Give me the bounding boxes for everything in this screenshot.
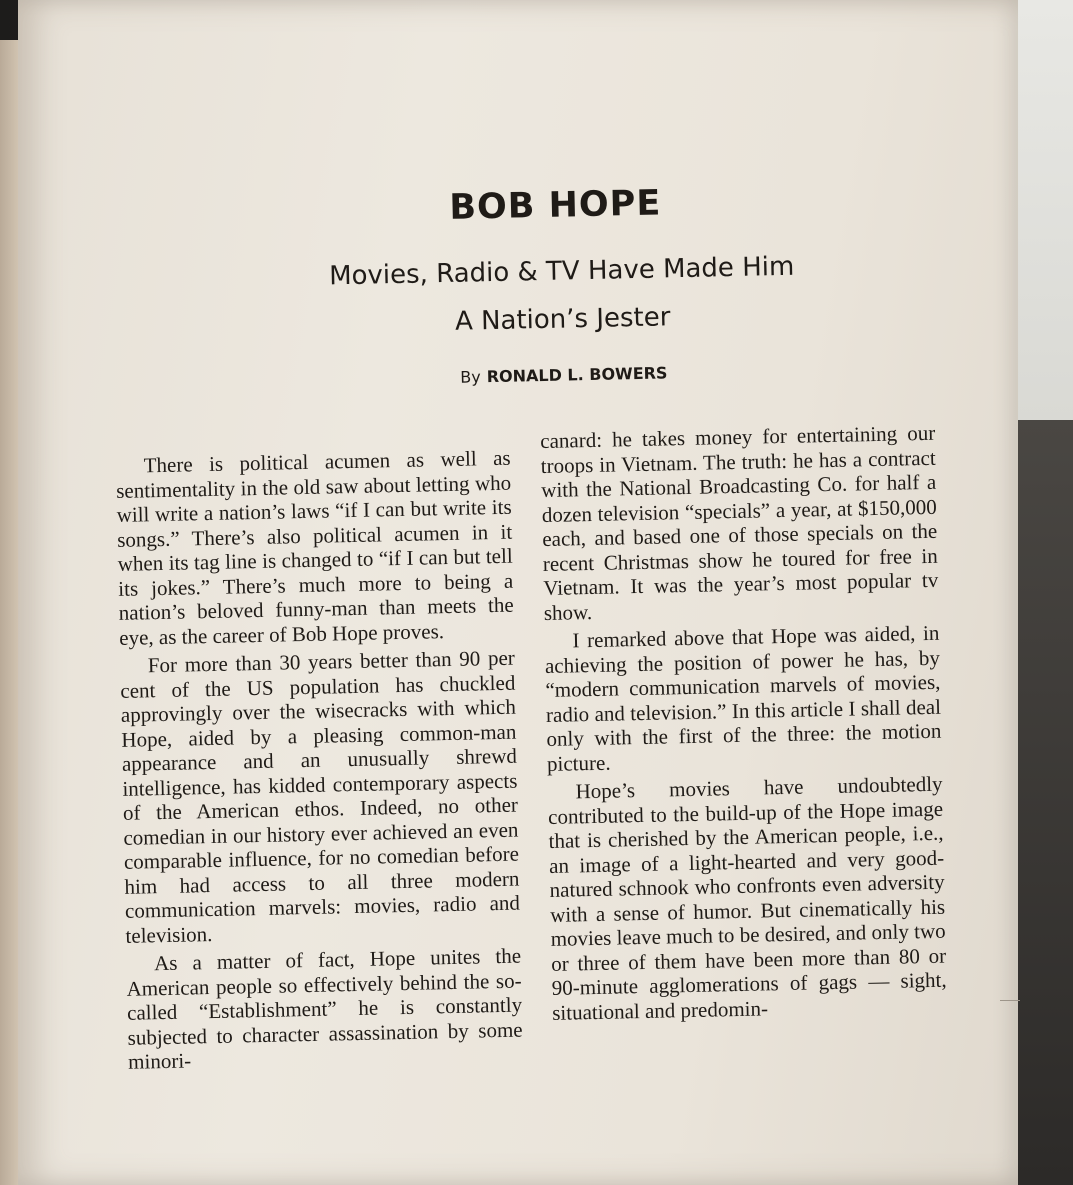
paragraph: There is political acumen as well as sentimentality in the old saw about letting who will write a nation’s laws “if I can but write its songs.” There’s also political acumen in it when its tag line is changed to “if I can but tell its jokes.” There’s much more to being a nation’s beloved funny-man than meets the eye, as the career of Bob Hope proves. bbox=[115, 445, 514, 650]
paragraph: As a matter of fact, Hope unites the American people so effectively behind the so-called “Establishment” he is constantly subjected to character assassination by some minori- bbox=[126, 943, 523, 1074]
article-subtitle-line-1: Movies, Radio & TV Have Made Him bbox=[328, 251, 795, 292]
article-body bbox=[115, 414, 991, 1185]
right-column bbox=[540, 421, 947, 1029]
paragraph: For more than 30 years better than 90 per cent of the US population has chuckled approvingly over the wisecracks with which Hope, aided by a pleasing common-man appearance and an unusually shrewd intelligence, has kidded contemporary aspects of the American ethos. Indeed, no other comedian in our history ever achieved an even comparable influence, for no comedian before him had access to all three modern communication marvels: movies, radio and television. bbox=[120, 645, 521, 948]
article-byline bbox=[114, 357, 974, 394]
magazine-page bbox=[18, 0, 1018, 1185]
margin-mark bbox=[1000, 1000, 1020, 1001]
byline-author: RONALD L. BOWERS bbox=[486, 363, 668, 387]
paragraph: canard: he takes money for entertaining our troops in Vietnam. The truth: he has a contract with the National Broadcasting Co. for half a dozen television “specials” a year, at $150,000 each, and based one of those specials on the recent Christmas show he toured for free in Vietnam. It was the year’s most popular tv show. bbox=[539, 420, 939, 625]
article bbox=[110, 177, 991, 1185]
paragraph: Hope’s movies have undoubtedly contributed to the build-up of the Hope image that is cherished by the American people, i.e., an image of a light-hearted and very good-natured schnook who confronts even adversity with a sense of humor. But cinematically his movies leave much to be desired, and only two or three of them have been more than 80 or 90-minute agglomerations of gags — sight, situational and predomin- bbox=[547, 771, 947, 1025]
article-title: BOB HOPE bbox=[448, 183, 662, 228]
left-column bbox=[115, 446, 523, 1079]
byline-prefix: By bbox=[460, 367, 481, 387]
article-subtitle-line-2: A Nation’s Jester bbox=[454, 302, 671, 337]
paragraph: I remarked above that Hope was aided, in achieving the position of power he has, by “modern communication marvels of movies, radio and television.” In this article I shall deal only with the first of the three: the motion picture. bbox=[544, 620, 942, 776]
